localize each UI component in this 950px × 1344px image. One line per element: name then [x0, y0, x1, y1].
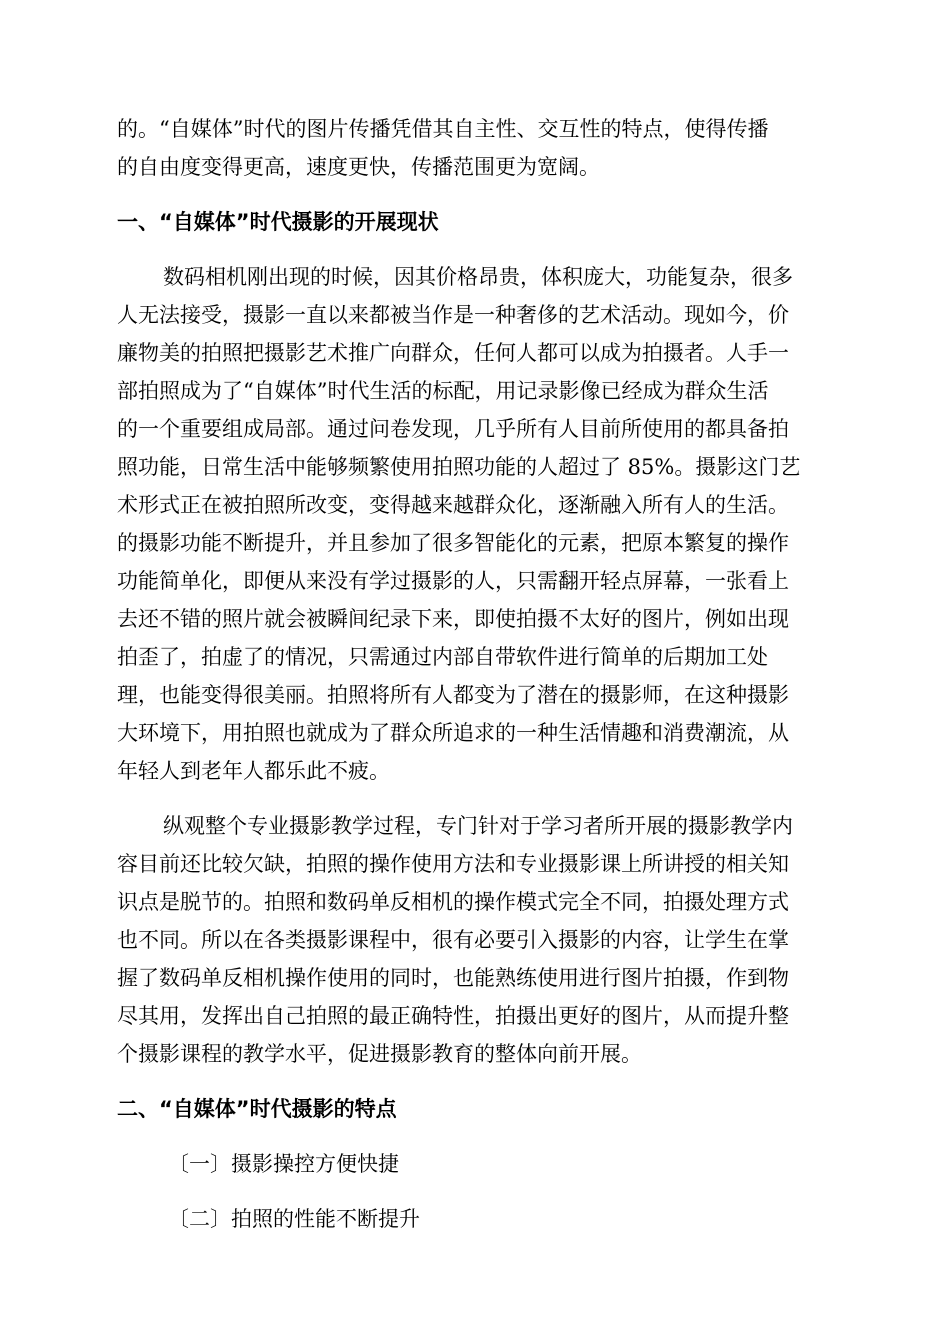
paragraph-line: 部拍照成为了“自媒体”时代生活的标配，用记录影像已经成为群众生活: [117, 379, 769, 403]
paragraph-line: 拍歪了，拍虚了的情况，只需通过内部自带软件进行简单的后期加工处: [117, 645, 768, 669]
paragraph-line: 年轻人到老年人都乐此不疲。: [117, 759, 390, 783]
paragraph-line: 也不同。所以在各类摄影课程中，很有必要引入摄影的内容，让学生在掌: [117, 928, 789, 952]
paragraph-line: 大环境下，用拍照也就成为了群众所追求的一种生活情趣和消费潮流，从: [117, 721, 789, 745]
paragraph-line: 识点是脱节的。拍照和数码单反相机的操作模式完全不同，拍摄处理方式: [117, 890, 789, 914]
paragraph-line: 廉物美的拍照把摄影艺术推广向群众，任何人都可以成为拍摄者。人手一: [117, 341, 789, 365]
paragraph-line: 尽其用，发挥出自己拍照的最正确特性，拍摄出更好的图片，从而提升整: [117, 1004, 789, 1028]
subheading: 〔一〕摄影操控方便快捷: [168, 1152, 399, 1176]
paragraph-line: 数码相机刚出现的时候，因其价格昂贵，体积庞大，功能复杂，很多: [163, 265, 793, 289]
paragraph-line: 个摄影课程的教学水平，促进摄影教育的整体向前开展。: [117, 1042, 642, 1066]
intro-line: 的。“自媒体”时代的图片传播凭借其自主性、交互性的特点，使得传播: [117, 117, 769, 141]
paragraph-line: 照功能，日常生活中能够频繁使用拍照功能的人超过了 85%。摄影这门艺: [117, 455, 801, 479]
paragraph-line: 去还不错的照片就会被瞬间纪录下来，即使拍摄不太好的图片，例如出现: [117, 607, 789, 631]
section-heading: 二、“自媒体”时代摄影的特点: [117, 1097, 397, 1121]
paragraph-line: 的摄影功能不断提升，并且参加了很多智能化的元素，把原本繁复的操作: [117, 531, 789, 555]
intro-line: 的自由度变得更高，速度更快，传播范围更为宽阔。: [117, 155, 600, 179]
paragraph-line: 握了数码单反相机操作使用的同时，也能熟练使用进行图片拍摄，作到物: [117, 966, 789, 990]
paragraph-line: 术形式正在被拍照所改变，变得越来越群众化，逐渐融入所有人的生活。: [117, 493, 789, 517]
paragraph-line: 容目前还比较欠缺，拍照的操作使用方法和专业摄影课上所讲授的相关知: [117, 852, 789, 876]
section-heading: 一、“自媒体”时代摄影的开展现状: [117, 210, 439, 234]
paragraph-line: 功能简单化，即便从来没有学过摄影的人，只需翻开轻点屏幕，一张看上: [117, 569, 789, 593]
subheading: 〔二〕拍照的性能不断提升: [168, 1207, 420, 1231]
paragraph-line: 人无法接受，摄影一直以来都被当作是一种奢侈的艺术活动。现如今，价: [117, 303, 789, 327]
paragraph-line: 的一个重要组成局部。通过问卷发现，几乎所有人目前所使用的都具备拍: [117, 417, 789, 441]
paragraph-line: 理，也能变得很美丽。拍照将所有人都变为了潜在的摄影师，在这种摄影: [117, 683, 789, 707]
paragraph-line: 纵观整个专业摄影教学过程，专门针对于学习者所开展的摄影教学内: [163, 814, 793, 838]
